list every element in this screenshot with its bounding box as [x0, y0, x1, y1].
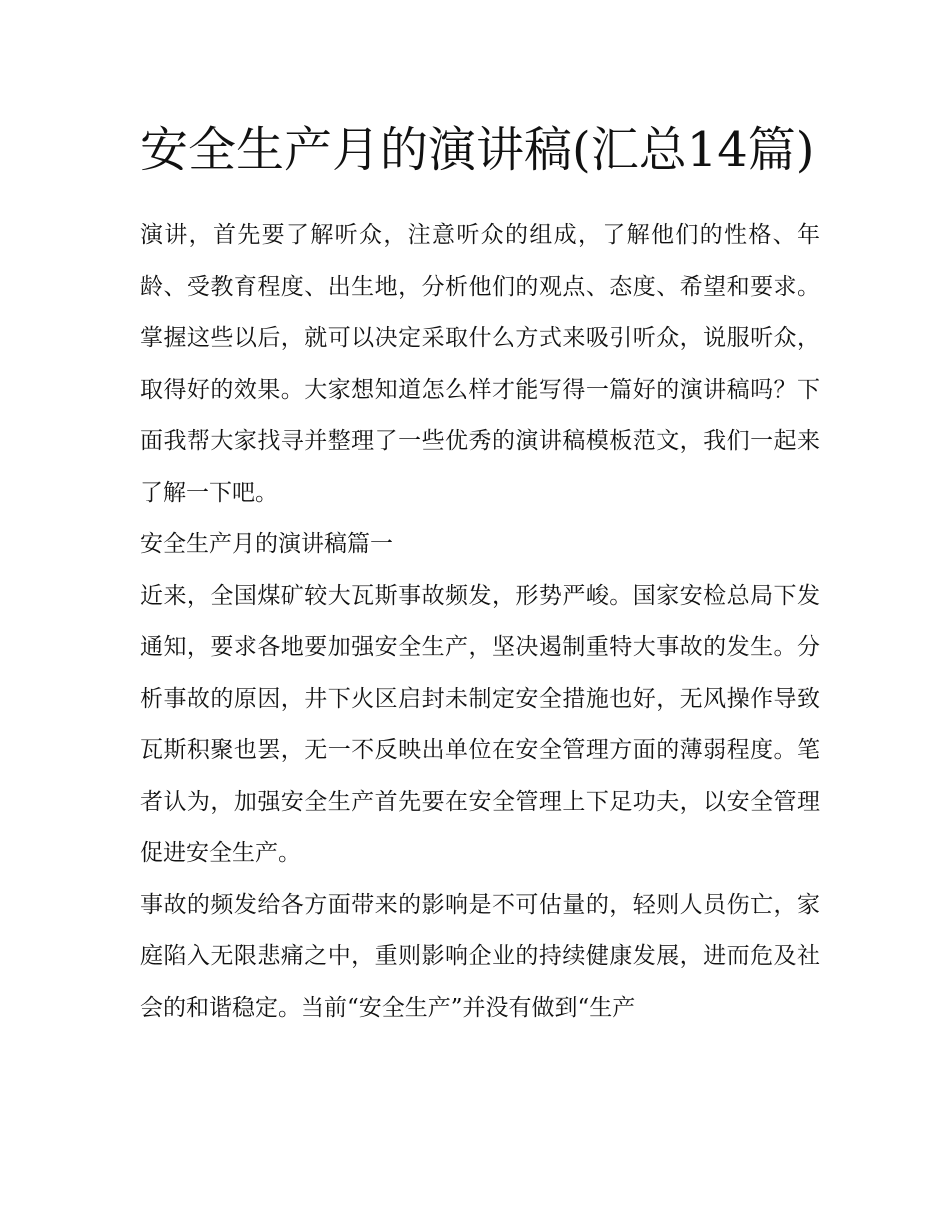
body-paragraph-1: 近来，全国煤矿较大瓦斯事故频发，形势严峻。国家安检总局下发通知，要求各地要加强安全生产，坚决遏制重特大事故的发生。分析事故的原因，井下火区启封未制定安全措施也好，无风操作导致瓦斯积聚也罢，无一不反映出单位在安全管理方面的薄弱程度。笔者认为，加强安全生产首先要在安全管理上下足功夫，以安全管理促进安全生产。	[140, 582, 820, 866]
body-paragraph-2: 事故的频发给各方面带来的影响是不可估量的，轻则人员伤亡，家庭陷入无限悲痛之中，重则影响企业的持续健康发展，进而危及社会的和谐稳定。当前“安全生产”并没有做到“生产	[140, 891, 820, 1021]
document-body	[140, 112, 820, 1034]
section-heading: 安全生产月的演讲稿篇一	[140, 531, 393, 557]
intro-paragraph: 演讲，首先要了解听众，注意听众的组成，了解他们的性格、年龄、受教育程度、出生地，分析他们的观点、态度、希望和要求。掌握这些以后，就可以决定采取什么方式来吸引听众，说服听众，取得好的效果。大家想知道怎么样才能写得一篇好的演讲稿吗？下面我帮大家找寻并整理了一些优秀的演讲稿模板范文，我们一起来了解一下吧。	[140, 222, 820, 506]
document-title: 安全生产月的演讲稿(汇总14篇)	[140, 122, 815, 178]
